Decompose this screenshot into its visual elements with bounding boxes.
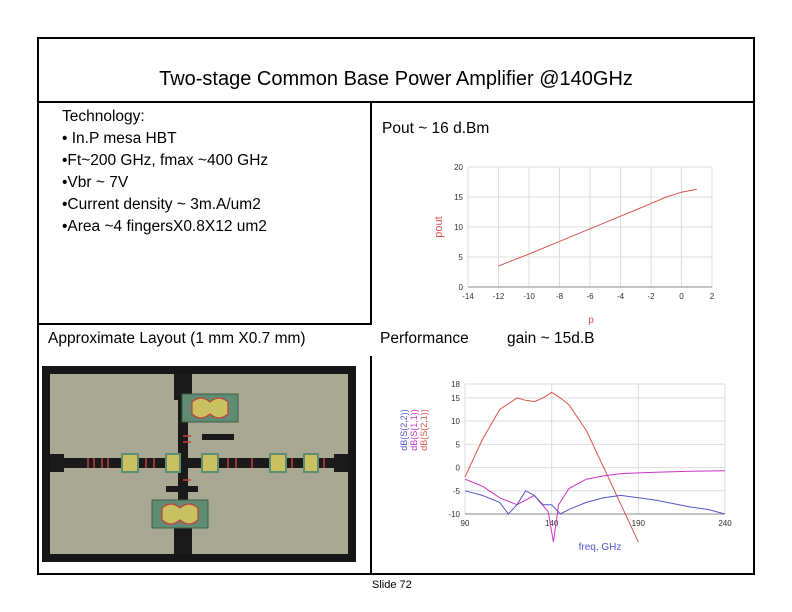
x-tick-label: 90 [460, 519, 470, 528]
amplifier-layout-image [42, 366, 356, 562]
title-divider [37, 101, 755, 103]
x-tick-label: 190 [631, 519, 646, 528]
legend-entry: dB(S(2,1)) [419, 409, 429, 451]
y-tick-label: 10 [451, 417, 460, 427]
left-column-divider [370, 101, 372, 323]
middle-divider [37, 323, 372, 325]
x-tick-label: -14 [462, 292, 474, 301]
series-line [465, 491, 725, 514]
pout-chart-lines [499, 189, 697, 266]
y-tick-label: 5 [455, 440, 460, 450]
y-tick-label: 15 [451, 393, 460, 403]
technology-bullet: • In.P mesa HBT [62, 130, 177, 147]
x-tick-label: 2 [709, 292, 715, 301]
s-parameter-axis-xlabel: freq, GHz [578, 542, 622, 553]
y-tick-label: 20 [454, 163, 463, 172]
x-tick-label: -6 [586, 292, 594, 301]
pout-label: Pout ~ 16 d.Bm [382, 120, 490, 137]
s-parameter-chart-legend [399, 409, 429, 451]
technology-list [62, 106, 268, 238]
technology-heading: Technology: [62, 108, 145, 125]
pout-axis-xlabel: p [588, 315, 594, 325]
technology-bullet: •Area ~4 fingersX0.8X12 um2 [62, 218, 267, 235]
pout-chart-grid [468, 167, 712, 287]
legend-entry: dB(S(1,1)) [409, 409, 419, 451]
y-tick-label: 5 [458, 253, 463, 262]
y-tick-label: 0 [455, 463, 460, 473]
gain-label: gain ~ 15d.B [507, 330, 595, 347]
y-tick-label: 18 [451, 380, 460, 389]
technology-bullet: •Ft~200 GHz, fmax ~400 GHz [62, 152, 269, 169]
layout-label: Approximate Layout (1 mm X0.7 mm) [48, 330, 306, 347]
pout-chart-ticks [454, 163, 715, 301]
right-column-divider [370, 356, 372, 574]
series-line [499, 189, 697, 266]
x-tick-label: 0 [679, 292, 684, 301]
page-title: Two-stage Common Base Power Amplifier @140GHz [159, 68, 633, 90]
x-tick-label: -12 [492, 292, 505, 301]
legend-entry: dB(S(2,2)) [399, 409, 409, 451]
y-tick-label: -10 [448, 510, 460, 519]
pout-chart [420, 155, 720, 325]
y-tick-label: 0 [458, 283, 463, 292]
x-tick-label: 240 [718, 519, 732, 528]
performance-label: Performance [380, 330, 469, 347]
y-tick-label: 10 [454, 223, 463, 232]
x-tick-label: -10 [523, 292, 535, 301]
y-tick-label: 15 [454, 193, 463, 202]
x-tick-label: -2 [647, 292, 655, 301]
slide-number: Slide 72 [372, 579, 412, 591]
x-tick-label: -4 [616, 292, 625, 301]
x-tick-label: -8 [555, 292, 564, 301]
x-tick-label: 140 [544, 519, 559, 528]
technology-bullet: •Vbr ~ 7V [62, 174, 129, 191]
pout-axis-ylabel: pout [433, 216, 445, 238]
technology-bullet: •Current density ~ 3m.A/um2 [62, 196, 261, 213]
s-parameter-chart [395, 372, 740, 580]
y-tick-label: -5 [452, 486, 460, 496]
s-parameter-chart-ticks [448, 380, 732, 528]
